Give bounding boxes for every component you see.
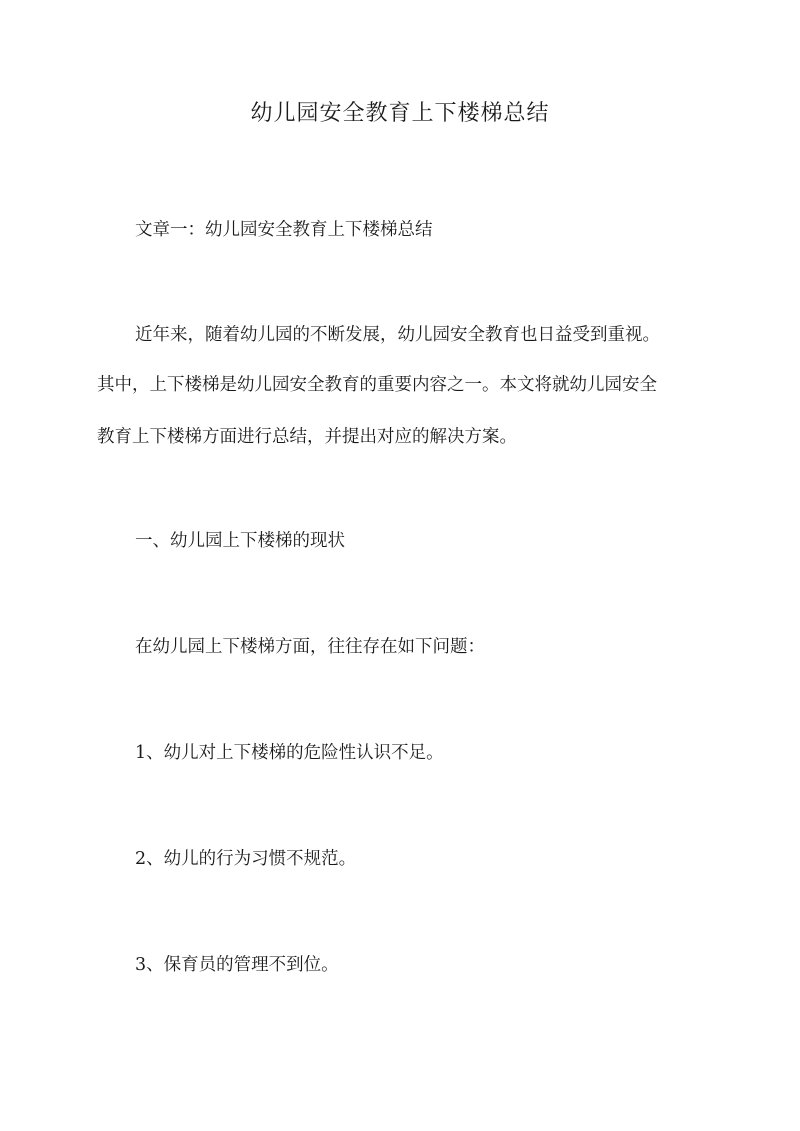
intro-line-3: 教育上下楼梯方面进行总结，并提出对应的解决方案。 bbox=[97, 427, 517, 447]
article-subtitle: 文章一：幼儿园安全教育上下楼梯总结 bbox=[135, 220, 433, 240]
intro-line-2: 其中，上下楼梯是幼儿园安全教育的重要内容之一。本文将就幼儿园安全 bbox=[97, 375, 657, 395]
intro-line-1: 近年来，随着幼儿园的不断发展，幼儿园安全教育也日益受到重视。 bbox=[135, 325, 660, 345]
problem-item-3: 3、保育员的管理不到位。 bbox=[135, 955, 339, 975]
problem-item-2: 2、幼儿的行为习惯不规范。 bbox=[135, 849, 357, 869]
section-intro: 在幼儿园上下楼梯方面，往往存在如下问题： bbox=[135, 637, 485, 657]
document-title: 幼儿园安全教育上下楼梯总结 bbox=[250, 101, 550, 126]
section-heading: 一、幼儿园上下楼梯的现状 bbox=[135, 531, 345, 551]
problem-item-1: 1、幼儿对上下楼梯的危险性认识不足。 bbox=[135, 743, 444, 763]
